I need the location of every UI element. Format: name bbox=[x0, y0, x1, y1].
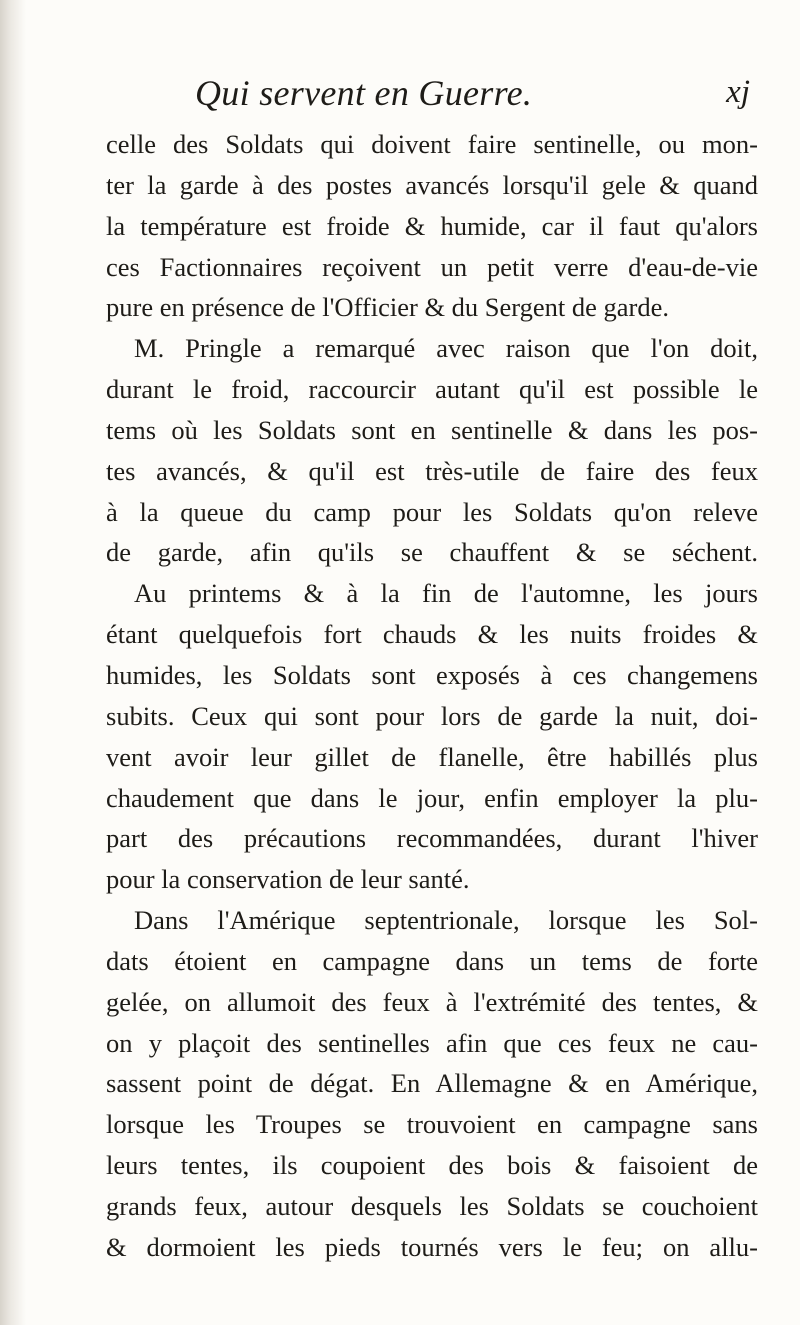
text-line: sassent point de dégat. En Allemagne & en Amérique, bbox=[106, 1068, 758, 1099]
text-line: pure en présence de l'Officier & du Sergent de garde. bbox=[106, 292, 670, 323]
text-line: chaudement que dans le jour, enfin employer la plu- bbox=[106, 782, 758, 813]
text-line: & dormoient les pieds tournés vers le feu; on allu- bbox=[106, 1231, 758, 1262]
text-line: tems où les Soldats sont en sentinelle & dans les pos- bbox=[106, 414, 758, 445]
text-line: grands feux, autour desquels les Soldats se couchoient bbox=[106, 1190, 758, 1221]
text-line: M. Pringle a remarqué avec raison que l'on doit, bbox=[134, 333, 758, 364]
text-line: subits. Ceux qui sont pour lors de garde la nuit, doi- bbox=[106, 700, 758, 731]
text-line: leurs tentes, ils coupoient des bois & faisoient de bbox=[106, 1150, 758, 1181]
text-line: la température est froide & humide, car il faut qu'alors bbox=[106, 210, 758, 241]
text-line: on y plaçoit des sentinelles afin que ces feux ne cau- bbox=[106, 1027, 758, 1058]
text-line: à la queue du camp pour les Soldats qu'on releve bbox=[106, 496, 758, 527]
text-line: part des précautions recommandées, durant l'hiver bbox=[106, 823, 758, 854]
text-line: lorsque les Troupes se trouvoient en campagne sans bbox=[106, 1109, 758, 1140]
body-text bbox=[106, 124, 758, 1268]
running-title: Qui servent en Guerre. bbox=[195, 73, 533, 113]
text-line: humides, les Soldats sont exposés à ces changemens bbox=[106, 659, 758, 690]
page-header bbox=[195, 72, 750, 120]
text-line: Dans l'Amérique septentrionale, lorsque les Sol- bbox=[134, 905, 758, 936]
text-line: tes avancés, & qu'il est très-utile de faire des feux bbox=[106, 455, 758, 486]
text-line: ces Factionnaires reçoivent un petit verre d'eau-de-vie bbox=[106, 251, 758, 282]
text-line: de garde, afin qu'ils se chauffent & se séchent. bbox=[106, 537, 758, 568]
text-line: étant quelquefois fort chauds & les nuits froides & bbox=[106, 619, 758, 650]
page-number: xj bbox=[726, 74, 750, 110]
text-line: gelée, on allumoit des feux à l'extrémité des tentes, & bbox=[106, 986, 758, 1017]
text-line: vent avoir leur gillet de flanelle, être habillés plus bbox=[106, 741, 758, 772]
text-line: celle des Soldats qui doivent faire sentinelle, ou mon- bbox=[106, 129, 758, 159]
text-line: Au printems & à la fin de l'automne, les jours bbox=[134, 578, 758, 609]
page-gutter-shadow bbox=[0, 0, 26, 1325]
text-line: pour la conservation de leur santé. bbox=[106, 864, 470, 895]
text-line: dats étoient en campagne dans un tems de forte bbox=[106, 945, 758, 976]
text-line: ter la garde à des postes avancés lorsqu'il gele & quand bbox=[106, 169, 758, 200]
text-line: durant le froid, raccourcir autant qu'il est possible le bbox=[106, 374, 758, 405]
